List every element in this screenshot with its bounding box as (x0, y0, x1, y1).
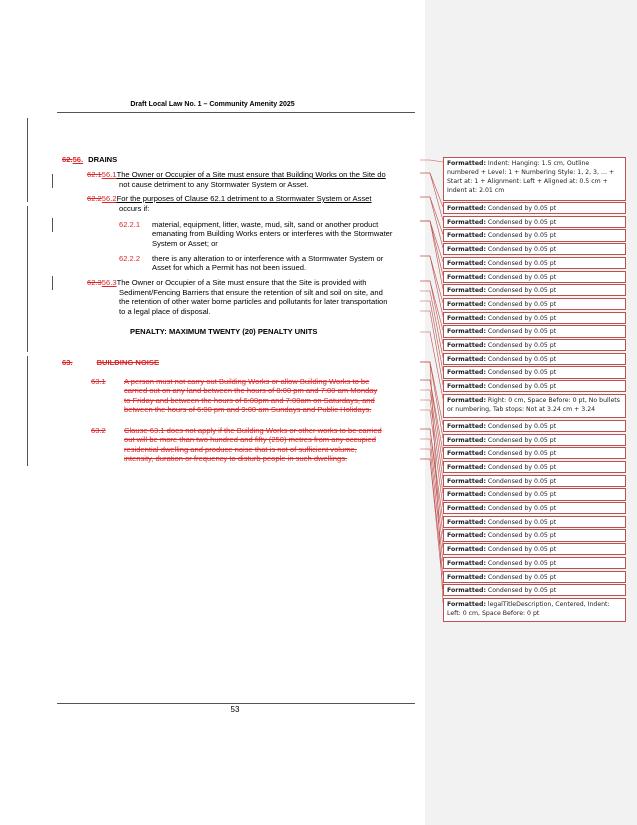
comment-text: Condensed by 0.05 pt (485, 559, 557, 567)
comment-label: Formatted: (447, 314, 486, 322)
comment-text: Condensed by 0.05 pt (485, 259, 557, 267)
comment-text: legalTitleDescription, Centered, Indent: Left: 0 cm, Space Before: 0 pt (447, 600, 610, 617)
item-text-line: there is any alteration to or interference with a Stormwater System or (152, 254, 384, 263)
section-title: DRAINS (88, 155, 118, 164)
paragraph-text-line: the retention of other water borne particles and pollutants for later transportation (119, 297, 388, 307)
inserted-number: 56.3 (101, 278, 117, 287)
comment-label: Formatted: (447, 450, 486, 458)
item-number: 63.1 (91, 377, 106, 386)
comment-text: Condensed by 0.05 pt (485, 573, 557, 581)
comment-text: Condensed by 0.05 pt (485, 355, 557, 363)
deleted-text-line: intensity, duration or frequency to disturb people in such dwellings. (124, 454, 348, 464)
comment-balloon[interactable] (443, 394, 626, 419)
item-text-line: Asset for which a Permit has not been issued. (152, 263, 307, 273)
comment-balloon[interactable] (443, 202, 626, 214)
item-text-line: emanating from Building Works enters or interferes with the Stormwater (152, 229, 393, 239)
deleted-text-line: Clause 63.1 does not apply if the Building Works or other works to be carried (124, 426, 382, 435)
comment-text: Condensed by 0.05 pt (485, 463, 557, 471)
comment-label: Formatted: (447, 532, 486, 540)
comment-text: Right: 0 cm, Space Before: 0 pt, No bullets or numbering, Tab stops: Not at 3.24 cm + 3.24 (447, 396, 620, 413)
comment-text: Condensed by 0.05 pt (485, 436, 557, 444)
comment-label: Formatted: (447, 518, 486, 526)
comment-label: Formatted: (447, 477, 486, 485)
item-text-line: material, equipment, litter, waste, mud, silt, sand or another product (152, 220, 379, 229)
comment-connector-line (420, 311, 443, 385)
item-number: 63.2 (91, 426, 106, 435)
comment-label: Formatted: (447, 232, 486, 240)
item-number: 62.2.2 (119, 254, 141, 263)
penalty-text: PENALTY: MAXIMUM TWENTY (20) PENALTY UNITS (130, 327, 318, 336)
comment-connector-line (420, 301, 443, 371)
comment-balloon[interactable] (443, 366, 626, 378)
comment-text: Condensed by 0.05 pt (485, 342, 557, 349)
comment-label: Formatted: (447, 463, 486, 471)
comment-balloon[interactable] (443, 475, 626, 487)
comment-label: Formatted: (447, 342, 486, 349)
comment-text: Condensed by 0.05 pt (485, 587, 557, 595)
comment-balloon[interactable] (443, 529, 626, 541)
comment-connector-line (420, 459, 443, 589)
page-header-title: Draft Local Law No. 1 – Community Amenity 2025 (130, 101, 295, 108)
comment-label: Formatted: (447, 559, 486, 567)
page-number: 53 (230, 705, 240, 714)
comment-label: Formatted: (447, 396, 486, 404)
deleted-number: 62.2 (87, 194, 102, 203)
section-title: BUILDING NOISE (96, 358, 160, 367)
comment-balloon[interactable] (443, 488, 626, 500)
comment-label: Formatted: (447, 273, 486, 281)
comment-balloon[interactable] (443, 339, 626, 351)
comment-balloon[interactable] (443, 516, 626, 528)
comment-text: Condensed by 0.05 pt (485, 422, 557, 430)
comment-balloon[interactable] (443, 434, 626, 446)
comment-label: Formatted: (447, 355, 486, 363)
deleted-number: 62.1 (87, 170, 102, 179)
comment-text: Indent: Hanging: 1.5 cm, Outline numbered + Level: 1 + Numbering Style: 1, 2, 3, … + Start at: 1 + Alignment: Left + Aligned at: 0.5 cm + Indent at: 2.01 cm (447, 160, 615, 194)
comment-connector-line (420, 410, 443, 507)
deleted-text-line: residential dwelling and produce noise that is not of sufficient volume, (124, 444, 357, 454)
comment-balloon[interactable] (443, 571, 626, 583)
deleted-number: 62.3 (87, 278, 102, 287)
comment-label: Formatted: (447, 491, 486, 499)
comment-balloon[interactable] (443, 216, 626, 228)
comment-text: Condensed by 0.05 pt (485, 383, 557, 391)
paragraph-text: The Owner or Occupier of a Site must ensure that Building Works on the Site do (116, 170, 386, 179)
deleted-text-line: A person must not carry out Building Works or allow Building Works to be (124, 377, 370, 386)
comment-balloon[interactable] (443, 447, 626, 459)
comment-label: Formatted: (447, 287, 486, 295)
inserted-number: 56. (72, 155, 84, 164)
comment-text: Condensed by 0.05 pt (485, 273, 557, 281)
comment-balloon[interactable] (443, 157, 626, 201)
comment-label: Formatted: (447, 436, 486, 444)
comment-connector-line (420, 197, 443, 248)
comment-balloon[interactable] (443, 380, 626, 392)
comment-balloon[interactable] (443, 557, 626, 569)
comment-balloon[interactable] (443, 543, 626, 555)
comment-label: Formatted: (447, 422, 486, 430)
paragraph-text: not cause detriment to any Stormwater System or Asset. (119, 180, 309, 189)
comment-text: Condensed by 0.05 pt (485, 477, 557, 485)
item-number: 62.2.1 (119, 220, 141, 229)
comment-balloon[interactable] (443, 420, 626, 432)
item-text-line: System or Asset; or (152, 238, 218, 248)
comment-balloon[interactable] (443, 325, 626, 337)
comment-text: Condensed by 0.05 pt (485, 369, 557, 377)
comment-text: Condensed by 0.05 pt (485, 328, 557, 336)
comment-text: Condensed by 0.05 pt (485, 205, 557, 212)
comment-text: Condensed by 0.05 pt (485, 505, 557, 512)
comment-text: Condensed by 0.05 pt (485, 546, 557, 554)
comment-balloon[interactable] (443, 257, 626, 269)
deleted-text-line: to Friday and between the hours of 6:00pm and 7:00am on Saturdays, and (124, 395, 375, 405)
comment-text: Condensed by 0.05 pt (485, 287, 557, 295)
comment-text: Condensed by 0.05 pt (485, 246, 557, 254)
comment-balloon[interactable] (443, 502, 626, 514)
comment-label: Formatted: (447, 600, 486, 608)
comment-label: Formatted: (447, 160, 486, 167)
deleted-text-line: carried out on any land between the hours of 8:00 pm and 7:00 am Monday (124, 386, 378, 396)
comment-balloon[interactable] (443, 271, 626, 283)
comment-label: Formatted: (447, 587, 486, 595)
comment-label: Formatted: (447, 205, 486, 212)
comment-label: Formatted: (447, 505, 486, 512)
comment-label: Formatted: (447, 546, 486, 554)
comment-connector-line (420, 221, 443, 289)
paragraph-text: occurs if: (119, 204, 150, 213)
paragraph-text-line: Sediment/Fencing Barriers that ensure the retention of silt and soil on site, and (119, 288, 383, 297)
comment-text: Condensed by 0.05 pt (485, 518, 557, 526)
inserted-number: 56.1 (101, 170, 117, 179)
comment-balloon[interactable] (443, 584, 626, 596)
comment-label: Formatted: (447, 383, 486, 391)
deleted-text-line: between the hours of 6:00 pm and 9:00 am Sundays and Public Holidays. (124, 405, 372, 415)
comment-balloon[interactable] (443, 461, 626, 473)
comment-label: Formatted: (447, 300, 486, 308)
comment-text: Condensed by 0.05 pt (485, 232, 557, 240)
comment-text: Condensed by 0.05 pt (485, 218, 557, 226)
comment-label: Formatted: (447, 218, 486, 226)
comment-balloon[interactable] (443, 298, 626, 310)
comment-balloon[interactable] (443, 312, 626, 324)
comment-balloon[interactable] (443, 598, 626, 623)
comment-label: Formatted: (447, 328, 486, 336)
comment-text: Condensed by 0.05 pt (485, 491, 557, 499)
comment-label: Formatted: (447, 573, 486, 581)
comment-connector-line (420, 160, 443, 162)
comment-text: Condensed by 0.05 pt (485, 300, 557, 308)
paragraph-text: The Owner or Occupier of a Site must ensure that the Site is provided with (116, 278, 367, 287)
paragraph-text: For the purposes of Clause 62.1 detriment to a Stormwater System or Asset (116, 194, 372, 203)
deleted-text-line: out will be more than two hundred and fifty (250) metres from any occupied (124, 435, 376, 445)
comment-connector-line (420, 390, 443, 480)
comment-label: Formatted: (447, 246, 486, 254)
comment-balloon[interactable] (443, 353, 626, 365)
paragraph-text-line: to a legal place of disposal. (119, 306, 211, 316)
comment-text: Condensed by 0.05 pt (485, 314, 557, 322)
comment-balloon[interactable] (443, 243, 626, 255)
comment-balloon[interactable] (443, 229, 626, 241)
comment-balloon[interactable] (443, 284, 626, 296)
comment-label: Formatted: (447, 259, 486, 267)
deleted-number: 62. (62, 155, 73, 164)
comment-text: Condensed by 0.05 pt (485, 450, 557, 458)
deleted-number: 63. (62, 358, 73, 367)
comment-label: Formatted: (447, 369, 486, 377)
comment-text: Condensed by 0.05 pt (485, 532, 557, 540)
inserted-number: 56.2 (101, 194, 117, 203)
